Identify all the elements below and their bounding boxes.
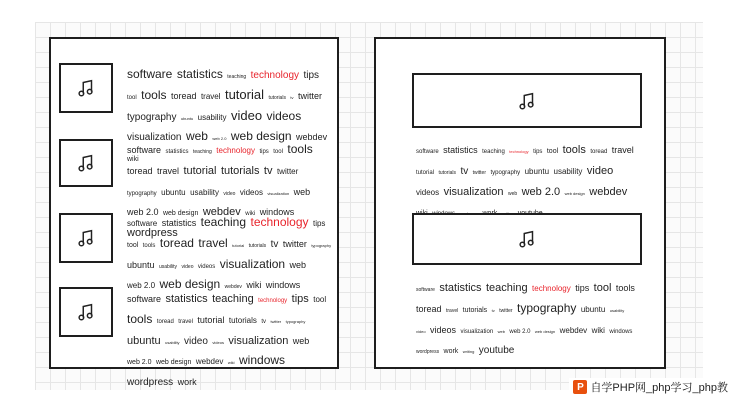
tag-word[interactable]: visualization [267,190,290,196]
tag-word[interactable]: tv [270,238,279,250]
tag-word[interactable]: web 2.0 [127,359,152,367]
tag-word[interactable]: webdev [202,206,241,219]
tag-word[interactable]: teaching [200,215,247,229]
tag-word[interactable]: tutorial [224,86,264,102]
tag-word[interactable]: videos [430,324,457,335]
tag-word[interactable]: wordpress [416,349,440,356]
tag-word[interactable]: technology [250,70,300,81]
tag-word[interactable]: statistics [165,149,189,155]
tag-cloud [416,277,638,360]
tag-word[interactable]: ubuntu [180,115,194,121]
tag-word[interactable]: work [177,377,197,388]
music-note-icon [75,227,97,249]
tag-word[interactable]: web [497,328,505,334]
tag-word[interactable]: teaching [486,282,528,294]
tag-word[interactable]: web 2.0 [127,281,156,291]
tag-word[interactable]: visualization [228,334,289,347]
tag-word[interactable]: tool [593,282,612,294]
tag-word[interactable]: tips [533,149,543,155]
tag-cloud [416,139,638,222]
tag-word[interactable]: tools [615,283,635,293]
tag-word[interactable]: tv [491,307,495,313]
tag-word[interactable]: software [416,287,435,293]
tag-word[interactable]: visualization [443,185,504,198]
tag-word[interactable]: tools [127,311,153,326]
tag-word[interactable]: tutorial [183,164,217,177]
tag-word[interactable]: tool [546,148,559,155]
tag-word[interactable]: web 2.0 [212,136,227,142]
tag-word[interactable]: web [185,129,208,144]
tag-word[interactable]: tool [273,149,283,155]
tag-word[interactable]: visualization [460,328,494,335]
tag-word[interactable]: web design [155,359,192,367]
tag-word[interactable]: typography [311,242,332,248]
tag-word[interactable]: twitter [282,238,307,249]
music-note-icon [75,152,97,174]
tag-word[interactable]: tools [142,242,156,249]
tag-word[interactable]: tv [290,94,294,100]
music-note-icon [75,301,97,323]
tag-word[interactable]: windows [259,207,295,218]
tag-word[interactable]: webdev [224,284,242,291]
tag-word[interactable]: travel [178,318,193,325]
tag-word[interactable]: typography [127,111,177,123]
tag-word[interactable]: teaching [212,293,254,305]
tag-word[interactable]: technology [250,215,309,229]
music-note-icon [75,77,97,99]
tag-word[interactable]: visualization [219,256,286,271]
tag-word[interactable]: software [127,145,162,155]
tag-word[interactable]: tutorials [228,315,257,325]
tag-word[interactable]: ubuntu [161,187,186,197]
music-note-icon [516,90,538,112]
tag-word[interactable]: video [181,263,194,270]
tag-word[interactable]: web design [230,129,292,144]
tag-word[interactable]: wordpress [127,377,174,389]
tag-word[interactable]: windows [609,328,633,335]
tag-word[interactable]: twitter [499,307,513,314]
tag-word[interactable]: statistics [443,145,478,155]
tag-word[interactable]: video [586,164,614,177]
tag-word[interactable]: web design [564,190,585,196]
tag-word[interactable]: ubuntu [580,304,606,314]
tag-word[interactable]: statistics [161,218,197,228]
tag-word[interactable]: web 2.0 [509,328,531,335]
tag-word[interactable]: video [230,107,263,123]
tag-word[interactable]: webdev [559,325,588,335]
tag-word[interactable]: tutorial [197,314,225,325]
media-thumbnail[interactable] [59,287,113,337]
tag-word[interactable]: tutorials [220,164,260,177]
tag-word[interactable]: ubuntu [127,259,155,270]
tag-word[interactable]: twitter [472,169,487,176]
tag-word[interactable]: tutorials [248,242,267,249]
tag-word[interactable]: tools [287,142,313,156]
tag-word[interactable]: travel [445,307,459,314]
tag-word[interactable]: wiki [227,360,235,366]
tag-word[interactable]: videos [416,187,440,197]
media-thumbnail[interactable] [59,213,113,263]
tag-word[interactable]: usability [197,112,227,122]
tag-word[interactable]: travel [198,235,228,250]
tag-word[interactable]: web [292,335,310,346]
tag-word[interactable]: toread [156,318,174,325]
tag-word[interactable]: visualization [127,132,182,144]
tag-word[interactable]: webdev [589,185,628,198]
tag-word[interactable]: tv [263,164,273,177]
tag-word[interactable]: tools [562,144,586,156]
tag-word[interactable]: webdev [296,132,328,143]
tag-word[interactable]: tool [127,94,137,101]
tag-word[interactable]: twitter [270,318,282,324]
left-panel [49,37,339,389]
tag-word[interactable]: toread [127,165,153,176]
tag-word[interactable]: usability [165,339,180,345]
tag-word[interactable]: tutorial [232,242,245,248]
tag-word[interactable]: twitter [276,166,299,176]
tag-word[interactable]: windows [265,280,301,291]
tag-word[interactable]: typography [285,318,306,324]
tag-word[interactable]: toread [416,303,442,314]
tag-word[interactable]: videos [266,108,302,123]
tag-word[interactable]: travel [611,145,634,155]
tag-word[interactable]: usability [158,263,178,270]
tag-word[interactable]: technology [258,298,288,304]
tag-word[interactable]: tutorials [462,306,488,314]
tag-word[interactable]: tutorials [438,169,456,176]
tag-word[interactable]: technology [216,146,255,155]
tag-word[interactable]: usability [190,187,219,197]
media-thumbnail[interactable] [59,63,113,113]
tag-word[interactable]: tutorials [268,94,286,101]
tag-word[interactable]: tips [575,283,590,293]
tag-word[interactable]: wiki [591,325,605,335]
tag-word[interactable]: videos [197,263,216,270]
tag-word[interactable]: videos [212,339,224,345]
tag-word[interactable]: statistics [165,293,208,305]
tag-word[interactable]: windows [239,353,286,368]
tag-word[interactable]: video [223,190,236,197]
tag-word[interactable]: software [127,294,162,304]
tag-word[interactable]: tool [313,295,327,304]
tag-word[interactable]: usability [609,307,625,313]
tag-word[interactable]: tips [303,70,320,81]
watermark-text: 自学PHP网_php学习_php教 [590,382,728,394]
tag-word[interactable]: tips [259,149,269,155]
tag-word[interactable]: typography [490,169,521,176]
tag-word[interactable]: tool [127,241,139,249]
tag-word[interactable]: toread [170,90,197,101]
tag-word[interactable]: writing [462,349,475,355]
tag-word[interactable]: web [293,186,311,197]
tag-word[interactable]: videos [239,187,263,197]
tag-word[interactable]: tips [312,219,326,228]
tag-word[interactable]: wiki [127,156,139,164]
tag-word[interactable]: teaching [482,149,505,155]
watermark [569,378,730,396]
tag-word[interactable]: usability [553,166,583,176]
tag-word[interactable]: software [127,67,173,81]
tag-word[interactable]: travel [156,165,179,176]
tag-word[interactable]: web design [159,277,221,292]
tag-cloud [127,288,332,392]
tag-word[interactable]: teaching [192,149,212,155]
tag-word[interactable]: wiki [245,211,256,218]
tag-word[interactable]: work [443,348,459,356]
tag-word[interactable]: tutorial [416,169,435,176]
tag-word[interactable]: web 2.0 [521,185,561,198]
tag-word[interactable]: software [127,219,158,228]
tag-word[interactable]: typography [127,190,157,197]
tag-word[interactable]: ubuntu [127,334,161,347]
tag-word[interactable]: web design [534,328,556,334]
tag-word[interactable]: web 2.0 [127,207,159,218]
media-banner[interactable] [412,213,642,265]
media-banner[interactable] [412,73,642,128]
tag-word[interactable]: wiki [246,280,262,291]
tag-word[interactable]: software [416,149,439,155]
tag-word[interactable]: toread [590,149,608,155]
tag-word[interactable]: tools [141,87,167,102]
tag-word[interactable]: statistics [439,282,482,294]
tag-word[interactable]: tips [291,293,309,305]
site-logo: P [573,380,587,394]
tag-word[interactable]: teaching [227,74,247,80]
tag-word[interactable]: statistics [176,67,223,81]
tag-word[interactable]: typography [517,300,577,315]
tag-word[interactable]: toread [159,235,194,250]
tag-word[interactable]: twitter [297,90,322,101]
tag-cloud [127,212,332,295]
tag-word[interactable]: webdev [195,357,224,367]
tag-word[interactable]: travel [200,91,221,101]
tag-word[interactable]: wordpress [127,227,178,240]
music-note-icon [516,228,538,250]
tag-word[interactable]: technology [532,284,571,293]
tag-word[interactable]: ubuntu [524,166,550,176]
tag-word[interactable]: web [507,190,518,197]
media-thumbnail[interactable] [59,139,113,187]
tag-word[interactable]: tv [261,318,267,325]
tag-word[interactable]: technology [509,149,529,154]
tag-word[interactable]: youtube [478,345,515,357]
tag-word[interactable]: tv [460,165,469,177]
tag-word[interactable]: web design [162,210,199,218]
tag-word[interactable]: video [416,328,426,334]
tag-word[interactable]: video [184,335,208,347]
right-panel [374,37,666,369]
tag-word[interactable]: web [289,259,307,270]
